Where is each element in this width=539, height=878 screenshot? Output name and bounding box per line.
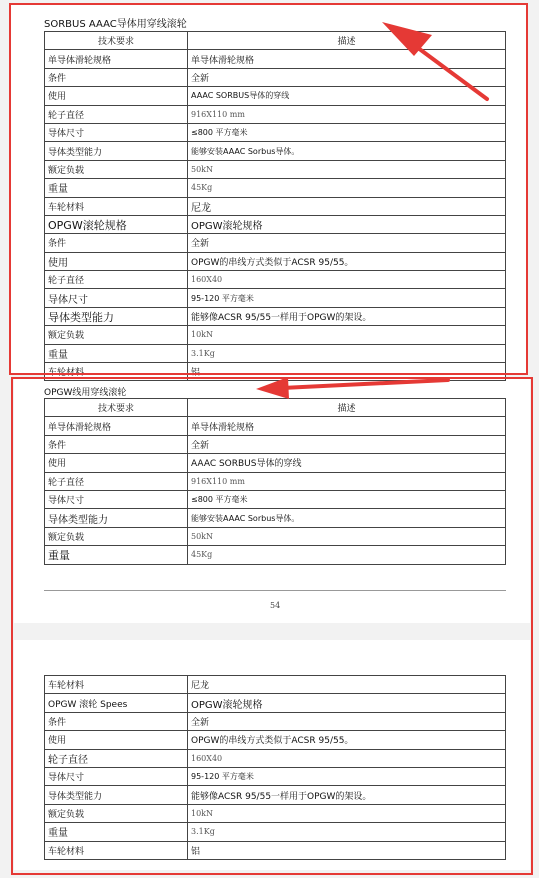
- row-value: 单导体滑轮规格: [188, 417, 506, 435]
- row-value: 916X110 mm: [188, 105, 506, 123]
- row-key: 导体尺寸: [45, 767, 188, 785]
- row-key: 车轮材料: [45, 676, 188, 694]
- row-value: 能够像ACSR 95/55一样用于OPGW的架设。: [188, 307, 506, 325]
- row-key: 导体类型能力: [45, 509, 188, 527]
- row-value: OPGW的串线方式类似于ACSR 95/55。: [188, 731, 506, 749]
- row-key: 轮子直径: [45, 472, 188, 490]
- row-value: 3.1Kg: [188, 823, 506, 841]
- page-number: 54: [270, 601, 281, 610]
- row-key: 使用: [45, 87, 188, 105]
- row-key: OPGW 滚轮 Spees: [45, 694, 188, 712]
- bottom-section-title: OPGW线用穿线滚轮: [44, 388, 127, 398]
- column-header-requirement: 技术要求: [45, 32, 188, 50]
- row-value: 能够像ACSR 95/55一样用于OPGW的架设。: [188, 786, 506, 804]
- row-value: 160X40: [188, 749, 506, 767]
- row-value: 全新: [188, 435, 506, 453]
- row-value: AAAC SORBUS导体的穿线: [188, 454, 506, 472]
- row-key: 导体类型能力: [45, 786, 188, 804]
- row-key: 导体尺寸: [45, 490, 188, 508]
- row-key: 单导体滑轮规格: [45, 417, 188, 435]
- row-key: 轮子直径: [45, 271, 188, 289]
- row-key: 导体类型能力: [45, 307, 188, 325]
- row-value: 160X40: [188, 271, 506, 289]
- row-key: 车轮材料: [45, 363, 188, 381]
- row-value: 95-120 平方毫米: [188, 289, 506, 307]
- row-value: 单导体滑轮规格: [188, 50, 506, 68]
- row-value: 铝: [188, 841, 506, 859]
- row-value: 尼龙: [188, 676, 506, 694]
- row-key: 额定负载: [45, 326, 188, 344]
- row-value: OPGW滚轮规格: [188, 694, 506, 712]
- row-key: 单导体滑轮规格: [45, 50, 188, 68]
- row-key: 导体尺寸: [45, 123, 188, 141]
- column-header-requirement: 技术要求: [45, 399, 188, 417]
- arrow-to-bottom-title: [256, 377, 448, 399]
- row-key: 车轮材料: [45, 197, 188, 215]
- row-key: 使用: [45, 252, 188, 270]
- row-key: 车轮材料: [45, 841, 188, 859]
- row-key: OPGW滚轮规格: [45, 215, 188, 233]
- row-value: 3.1Kg: [188, 344, 506, 362]
- arrow-to-top-table: [382, 22, 487, 99]
- row-key: 条件: [45, 68, 188, 86]
- row-key: 使用: [45, 731, 188, 749]
- row-key: 轮子直径: [45, 105, 188, 123]
- row-value: 95-120 平方毫米: [188, 767, 506, 785]
- row-key: 轮子直径: [45, 749, 188, 767]
- row-key: 额定负载: [45, 160, 188, 178]
- row-key: 重量: [45, 179, 188, 197]
- top-section-title: SORBUS AAAC导体用穿线滚轮: [44, 19, 187, 30]
- row-value: 能够安装AAAC Sorbus导体。: [188, 509, 506, 527]
- row-value: OPGW的串线方式类似于ACSR 95/55。: [188, 252, 506, 270]
- row-key: 使用: [45, 454, 188, 472]
- row-key: 条件: [45, 234, 188, 252]
- column-header-description: 描述: [188, 399, 506, 417]
- row-key: 重量: [45, 344, 188, 362]
- row-value: 50kN: [188, 527, 506, 545]
- row-value: 10kN: [188, 326, 506, 344]
- row-value: 45Kg: [188, 546, 506, 564]
- row-value: 尼龙: [188, 197, 506, 215]
- row-value: 全新: [188, 234, 506, 252]
- row-value: 50kN: [188, 160, 506, 178]
- row-value: 916X110 mm: [188, 472, 506, 490]
- row-key: 导体尺寸: [45, 289, 188, 307]
- row-key: 重量: [45, 546, 188, 564]
- row-key: 条件: [45, 712, 188, 730]
- column-header-description: 描述: [188, 32, 506, 50]
- row-value: 10kN: [188, 804, 506, 822]
- row-key: 导体类型能力: [45, 142, 188, 160]
- row-key: 重量: [45, 823, 188, 841]
- row-value: ≤800 平方毫米: [188, 123, 506, 141]
- row-key: 额定负载: [45, 527, 188, 545]
- row-value: 全新: [188, 68, 506, 86]
- row-value: OPGW滚轮规格: [188, 215, 506, 233]
- row-key: 额定负载: [45, 804, 188, 822]
- row-value: 能够安装AAAC Sorbus导体。: [188, 142, 506, 160]
- row-value: 45Kg: [188, 179, 506, 197]
- row-value: 铝: [188, 363, 506, 381]
- row-key: 条件: [45, 435, 188, 453]
- row-value: 全新: [188, 712, 506, 730]
- row-value: ≤800 平方毫米: [188, 490, 506, 508]
- row-value: AAAC SORBUS导体的穿线: [188, 87, 506, 105]
